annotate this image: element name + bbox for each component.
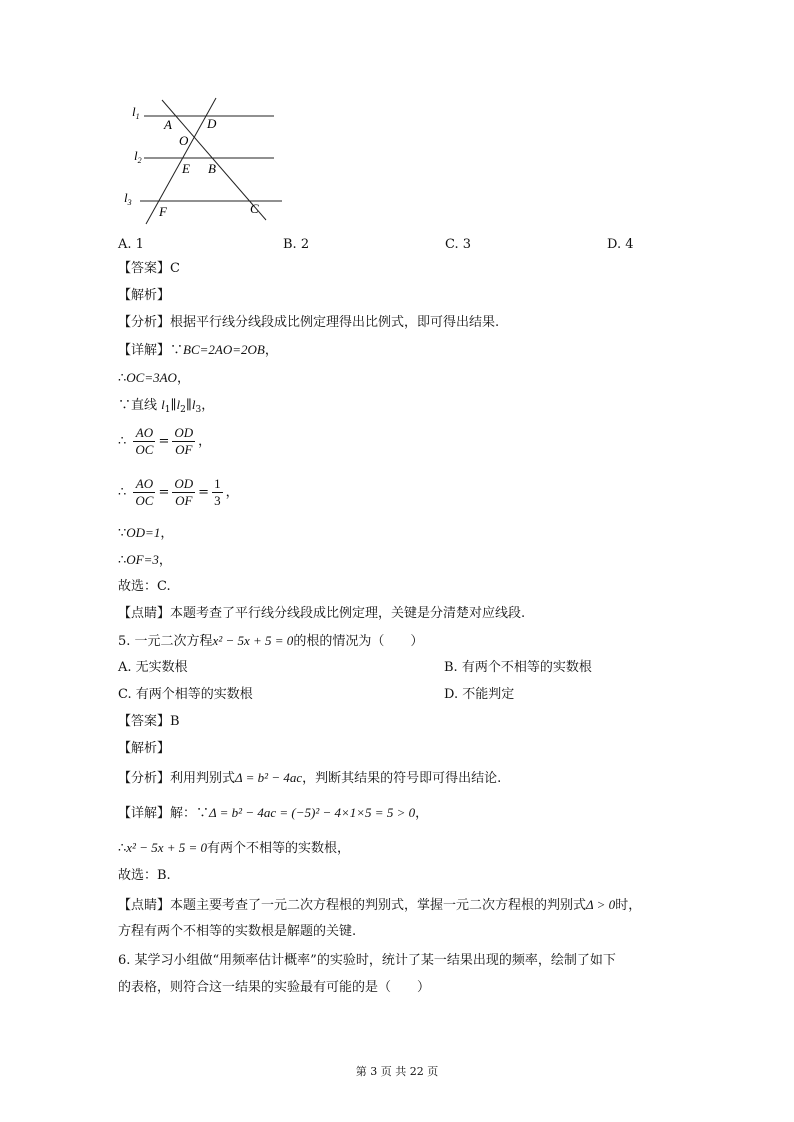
q5-answer: 【答案】B: [118, 714, 180, 729]
label-point-b: B: [208, 161, 216, 176]
q4-option-b: B. 2: [283, 237, 310, 252]
fraction-ao-oc-2: $\frac{AO}{OC}$: [135, 476, 154, 508]
q4-option-d: D. 4: [607, 237, 634, 252]
q4-answer: 【答案】C: [118, 261, 180, 276]
fraction-ao-oc: $\frac{AO}{OC}$: [135, 425, 154, 457]
q5-analysis-title: 【解析】: [118, 741, 171, 756]
q5-option-a: A. 无实数根: [118, 660, 188, 675]
q4-fraction-line-2: ∴ $\frac{AO}{OC}$ = $\frac{OD}{OF}$ = $\frac{1}{3}$ ，: [118, 476, 239, 508]
q5-choice: 故选：B.: [118, 868, 171, 883]
fraction-od-of: $\frac{OD}{OF}$: [174, 425, 194, 457]
label-l1: $l_1$: [132, 104, 140, 121]
q5-option-b: B. 有两个不相等的实数根: [444, 660, 592, 675]
q4-choice: 故选：C.: [118, 579, 171, 594]
q5-fenxi: 【分析】利用判别式Δ = b² − 4ac，判断其结果的符号即可得出结论.: [118, 770, 502, 786]
q5-option-d: D. 不能判定: [444, 687, 515, 702]
q4-fenxi: 【分析】根据平行线分线段成比例定理得出比例式，即可得出结果.: [118, 315, 500, 330]
fraction-one-third: $\frac{1}{3}$: [214, 476, 221, 508]
q4-option-c: C. 3: [445, 237, 472, 252]
label-point-o: O: [179, 133, 189, 148]
q4-detail-line: 【详解】∵BC=2AO=2OB，: [118, 342, 278, 358]
q5-dianjing: 【点睛】本题主要考查了一元二次方程根的判别式，掌握一元二次方程根的判别式Δ > 0时，: [118, 897, 642, 913]
q5-stem: 5. 一元二次方程x² − 5x + 5 = 0的根的情况为（ ）: [118, 633, 424, 649]
q5-detail: 【详解】解：∵Δ = b² − 4ac = (−5)² − 4×1×5 = 5 > 0，: [118, 805, 429, 821]
fraction-od-of-2: $\frac{OD}{OF}$: [174, 476, 194, 508]
q4-option-a: A. 1: [118, 237, 144, 252]
page-footer: 第 3 页 共 22 页: [355, 1065, 439, 1078]
parallel-lines-figure: [118, 96, 298, 231]
q4-dianjing: 【点睛】本题考查了平行线分线段成比例定理，关键是分清楚对应线段.: [118, 606, 526, 621]
q4-of-line: ∴OF=3，: [118, 552, 172, 568]
label-point-a: A: [164, 117, 172, 132]
q4-parallel-line: ∵直线 $l_1\parallel l_2\parallel l_3$，: [118, 397, 215, 415]
q4-oc-line: ∴OC=3AO，: [118, 370, 190, 386]
label-point-d: D: [207, 116, 217, 131]
label-l3: $l_3$: [124, 190, 132, 207]
transversal-df: [146, 98, 216, 224]
label-l2: $l_2$: [134, 148, 142, 165]
q6-stem-line-2: 的表格，则符合这一结果的实验最有可能的是（ ）: [118, 980, 431, 995]
q6-stem-line-1: 6. 某学习小组做“用频率估计概率”的实验时，统计了某一结果出现的频率，绘制了如下: [118, 953, 616, 968]
label-point-f: F: [159, 204, 167, 219]
q4-od-line: ∵OD=1，: [118, 525, 174, 541]
q4-analysis-title: 【解析】: [118, 288, 171, 303]
q5-conclusion: ∴x² − 5x + 5 = 0有两个不相等的实数根，: [118, 840, 351, 856]
q5-dianjing-line-2: 方程有两个不相等的实数根是解题的关键.: [118, 924, 357, 939]
q4-fraction-line-1: ∴ $\frac{AO}{OC}$ = $\frac{OD}{OF}$ ，: [118, 425, 212, 457]
label-point-c: C: [250, 201, 259, 216]
label-point-e: E: [182, 161, 190, 176]
q5-option-c: C. 有两个相等的实数根: [118, 687, 253, 702]
